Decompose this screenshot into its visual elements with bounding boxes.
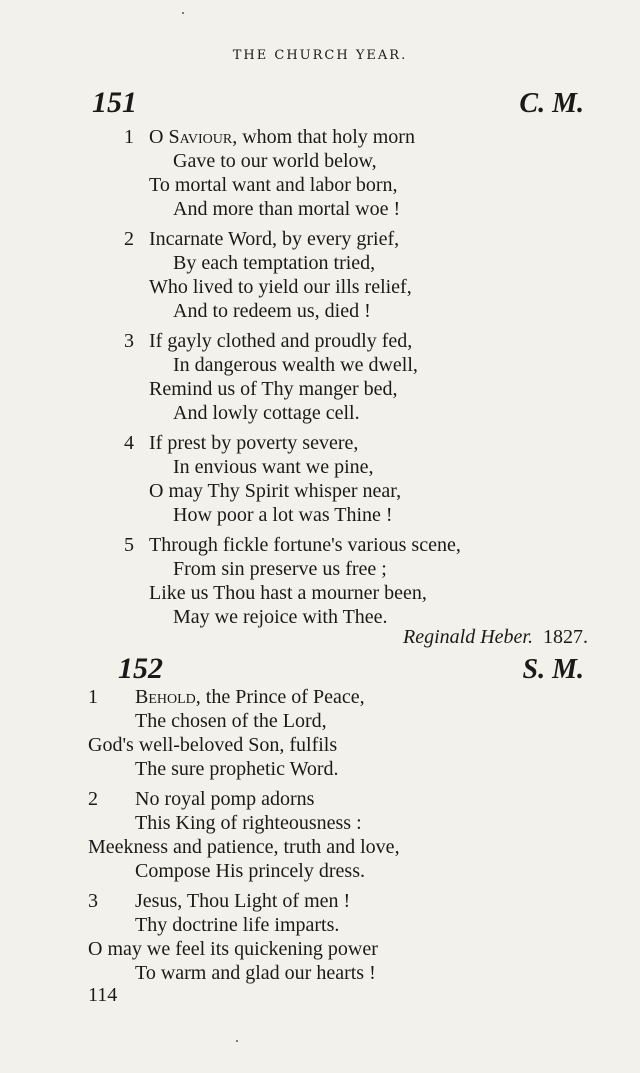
verse-line-text: the Prince of Peace, bbox=[205, 686, 365, 708]
verse-number: 2 bbox=[88, 788, 98, 810]
verse-line: May we rejoice with Thee. bbox=[173, 606, 388, 628]
verse-line: O may we feel its quickening power bbox=[88, 938, 378, 960]
verse-line: Incarnate Word, by every grief, bbox=[149, 228, 400, 250]
verse-line: The sure prophetic Word. bbox=[135, 758, 339, 780]
print-speck bbox=[236, 1040, 238, 1042]
verse-number: 3 bbox=[88, 890, 98, 912]
hymn-151-attribution bbox=[403, 626, 588, 649]
verse-line: How poor a lot was Thine ! bbox=[173, 504, 393, 526]
verse-line: Gave to our world below, bbox=[173, 150, 377, 172]
verse-line: And to redeem us, died ! bbox=[173, 300, 371, 322]
verse-line: Who lived to yield our ills relief, bbox=[149, 276, 412, 298]
verse-number: 1 bbox=[124, 126, 134, 148]
hymn-152-meter: S. M. bbox=[522, 654, 584, 685]
verse-number: 1 bbox=[88, 686, 98, 708]
author-name: Reginald Heber. bbox=[403, 626, 533, 648]
verse-line: To mortal want and labor born, bbox=[149, 174, 398, 196]
verse-line: Like us Thou hast a mourner been, bbox=[149, 582, 427, 604]
verse-line: And lowly cottage cell. bbox=[173, 402, 360, 424]
verse-number: 2 bbox=[124, 228, 134, 250]
hymn-152-number: 152 bbox=[118, 652, 163, 685]
verse-line: No royal pomp adorns bbox=[135, 788, 315, 810]
verse-line: God's well-beloved Son, fulfils bbox=[88, 734, 338, 756]
verse-line: This King of righteousness : bbox=[135, 812, 362, 834]
print-speck bbox=[182, 12, 184, 14]
verse-number: 3 bbox=[124, 330, 134, 352]
verse-line: The chosen of the Lord, bbox=[135, 710, 327, 732]
verse-number: 4 bbox=[124, 432, 134, 454]
verse-line: And more than mortal woe ! bbox=[173, 198, 401, 220]
verse-line: Remind us of Thy manger bed, bbox=[149, 378, 398, 400]
page-number: 114 bbox=[88, 984, 118, 1006]
verse-line: If gayly clothed and proudly fed, bbox=[149, 330, 413, 352]
verse-line: Jesus, Thou Light of men ! bbox=[135, 890, 351, 912]
verse-line: Thy doctrine life imparts. bbox=[135, 914, 340, 936]
verse-line: To warm and glad our hearts ! bbox=[135, 962, 376, 984]
hymn-151-meter: C. M. bbox=[519, 88, 584, 119]
verse-line bbox=[149, 126, 415, 149]
verse-line: Compose His princely dress. bbox=[135, 860, 365, 882]
running-head: THE CHURCH YEAR. bbox=[232, 48, 408, 63]
verse-line: O may Thy Spirit whisper near, bbox=[149, 480, 402, 502]
verse-line: By each temptation tried, bbox=[173, 252, 376, 274]
verse-line-text: whom that holy morn bbox=[242, 126, 415, 148]
verse-line: From sin preserve us free ; bbox=[173, 558, 387, 580]
verse-first-word: Behold, bbox=[135, 686, 201, 708]
author-year: 1827. bbox=[543, 626, 588, 648]
verse-first-word: O Saviour, bbox=[149, 126, 238, 148]
verse-line: If prest by poverty severe, bbox=[149, 432, 359, 454]
verse-line: Through fickle fortune's various scene, bbox=[149, 534, 461, 556]
verse-line: Meekness and patience, truth and love, bbox=[88, 836, 400, 858]
hymn-151-number: 151 bbox=[92, 86, 137, 119]
verse-line bbox=[135, 686, 365, 709]
verse-number: 5 bbox=[124, 534, 134, 556]
verse-line: In dangerous wealth we dwell, bbox=[173, 354, 418, 376]
verse-line: In envious want we pine, bbox=[173, 456, 374, 478]
